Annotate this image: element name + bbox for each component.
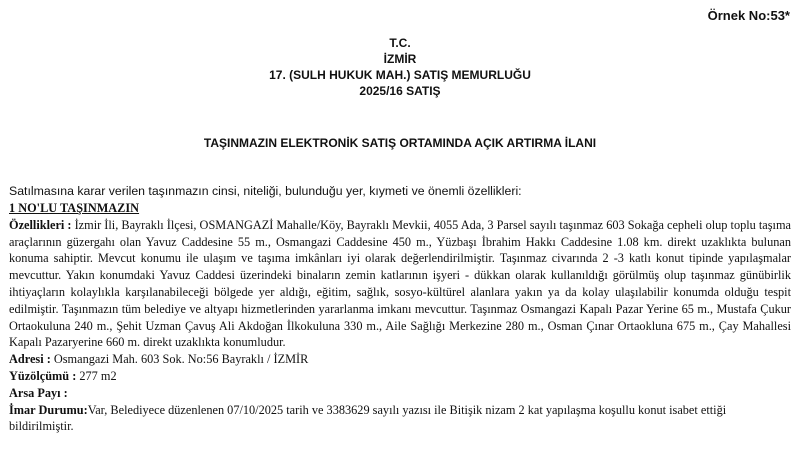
area-text: 277 m2 — [79, 368, 117, 383]
property-share — [9, 385, 791, 402]
property-zoning — [9, 402, 791, 436]
document-header — [0, 35, 800, 99]
area-label: Yüzölçümü : — [9, 368, 77, 383]
sample-number: Örnek No:53* — [707, 8, 790, 23]
header-line-office: 17. (SULH HUKUK MAH.) SATIŞ MEMURLUĞU — [269, 68, 531, 82]
property-section — [9, 200, 791, 435]
features-label: Özellikleri : — [9, 217, 72, 232]
zoning-label: İmar Durumu: — [9, 402, 88, 417]
address-label: Adresi : — [9, 352, 51, 367]
property-address — [9, 351, 791, 368]
header-line-case: 2025/16 SATIŞ — [359, 84, 441, 98]
property-title: 1 NO'LU TAŞINMAZIN — [9, 201, 140, 215]
property-features — [9, 217, 791, 351]
features-text: İzmir İli, Bayraklı İlçesi, OSMANGAZİ Mahalle/Köy, Bayraklı Mevkii, 4055 Ada, 3 Parsel sayılı taşınmaz 603 Sokağa cepheli olup toplu taşıma araçlarının güzergahı olan Yavuz Caddesine 55 m., Osmangazi Caddesine 450 m., Yüzbaşı İbrahim Hakkı Caddesine 1.08 km. direkt uzaklıkta bulunan konuma sahiptir. Mevcut konumu ile ulaşım ve taşıma imkânları iyi olarak değerlendirilmiştir. Taşınmaz civarında 2 -3 katlı konut tipinde yapılaşmalar mevcuttur. Yakın konumdaki Yavuz Caddesi üzerindeki binaların zemin katlarının işyeri - dükkan olarak kullanıldığı görülmüş olup taşınmaz günübirlik ihtiyaçların kolaylıkla karşılanabileceği bölgede yer aldığı, eğitim, sağlık, sosyo-kültürel alanlara yakın ya da kolay ulaşılabilir konumda olduğu tespit edilmiştir. Taşınmazın tüm belediye ve altyapı hizmetlerinden yararlanma imkanı mevcuttur. Taşınmaz Osmangazi Kapalı Pazar Yerine 65 m., Mustafa Çukur Ortaokuluna 240 m., Şehit Uzman Çavuş Ali Akdoğan İlkokuluna 330 m., Aile Sağlığı Merkezine 280 m., Osman Çınar Ortaokluna 675 m., Çay Mahallesi Kapalı Pazaryerine 660 m. direkt uzaklıkta konumludur. — [9, 217, 791, 350]
share-label: Arsa Payı : — [9, 385, 68, 400]
header-line-city: İZMİR — [383, 52, 417, 66]
zoning-text: Var, Belediyece düzenlenen 07/10/2025 tarih ve 3383629 sayılı yazısı ile Bitişik nizam 2 kat yapılaşma koşullu konut isabet ettiği bildirilmiştir. — [9, 402, 727, 434]
address-text: Osmangazi Mah. 603 Sok. No:56 Bayraklı / İZMİR — [53, 352, 309, 367]
header-line-tc: T.C. — [389, 36, 411, 50]
announcement-title: TAŞINMAZIN ELEKTRONİK SATIŞ ORTAMINDA AÇIK ARTIRMA İLANI — [203, 136, 597, 150]
intro-text: Satılmasına karar verilen taşınmazın cinsi, niteliği, bulunduğu yer, kıymeti ve önemli özellikleri: — [9, 184, 522, 198]
property-area — [9, 368, 791, 385]
